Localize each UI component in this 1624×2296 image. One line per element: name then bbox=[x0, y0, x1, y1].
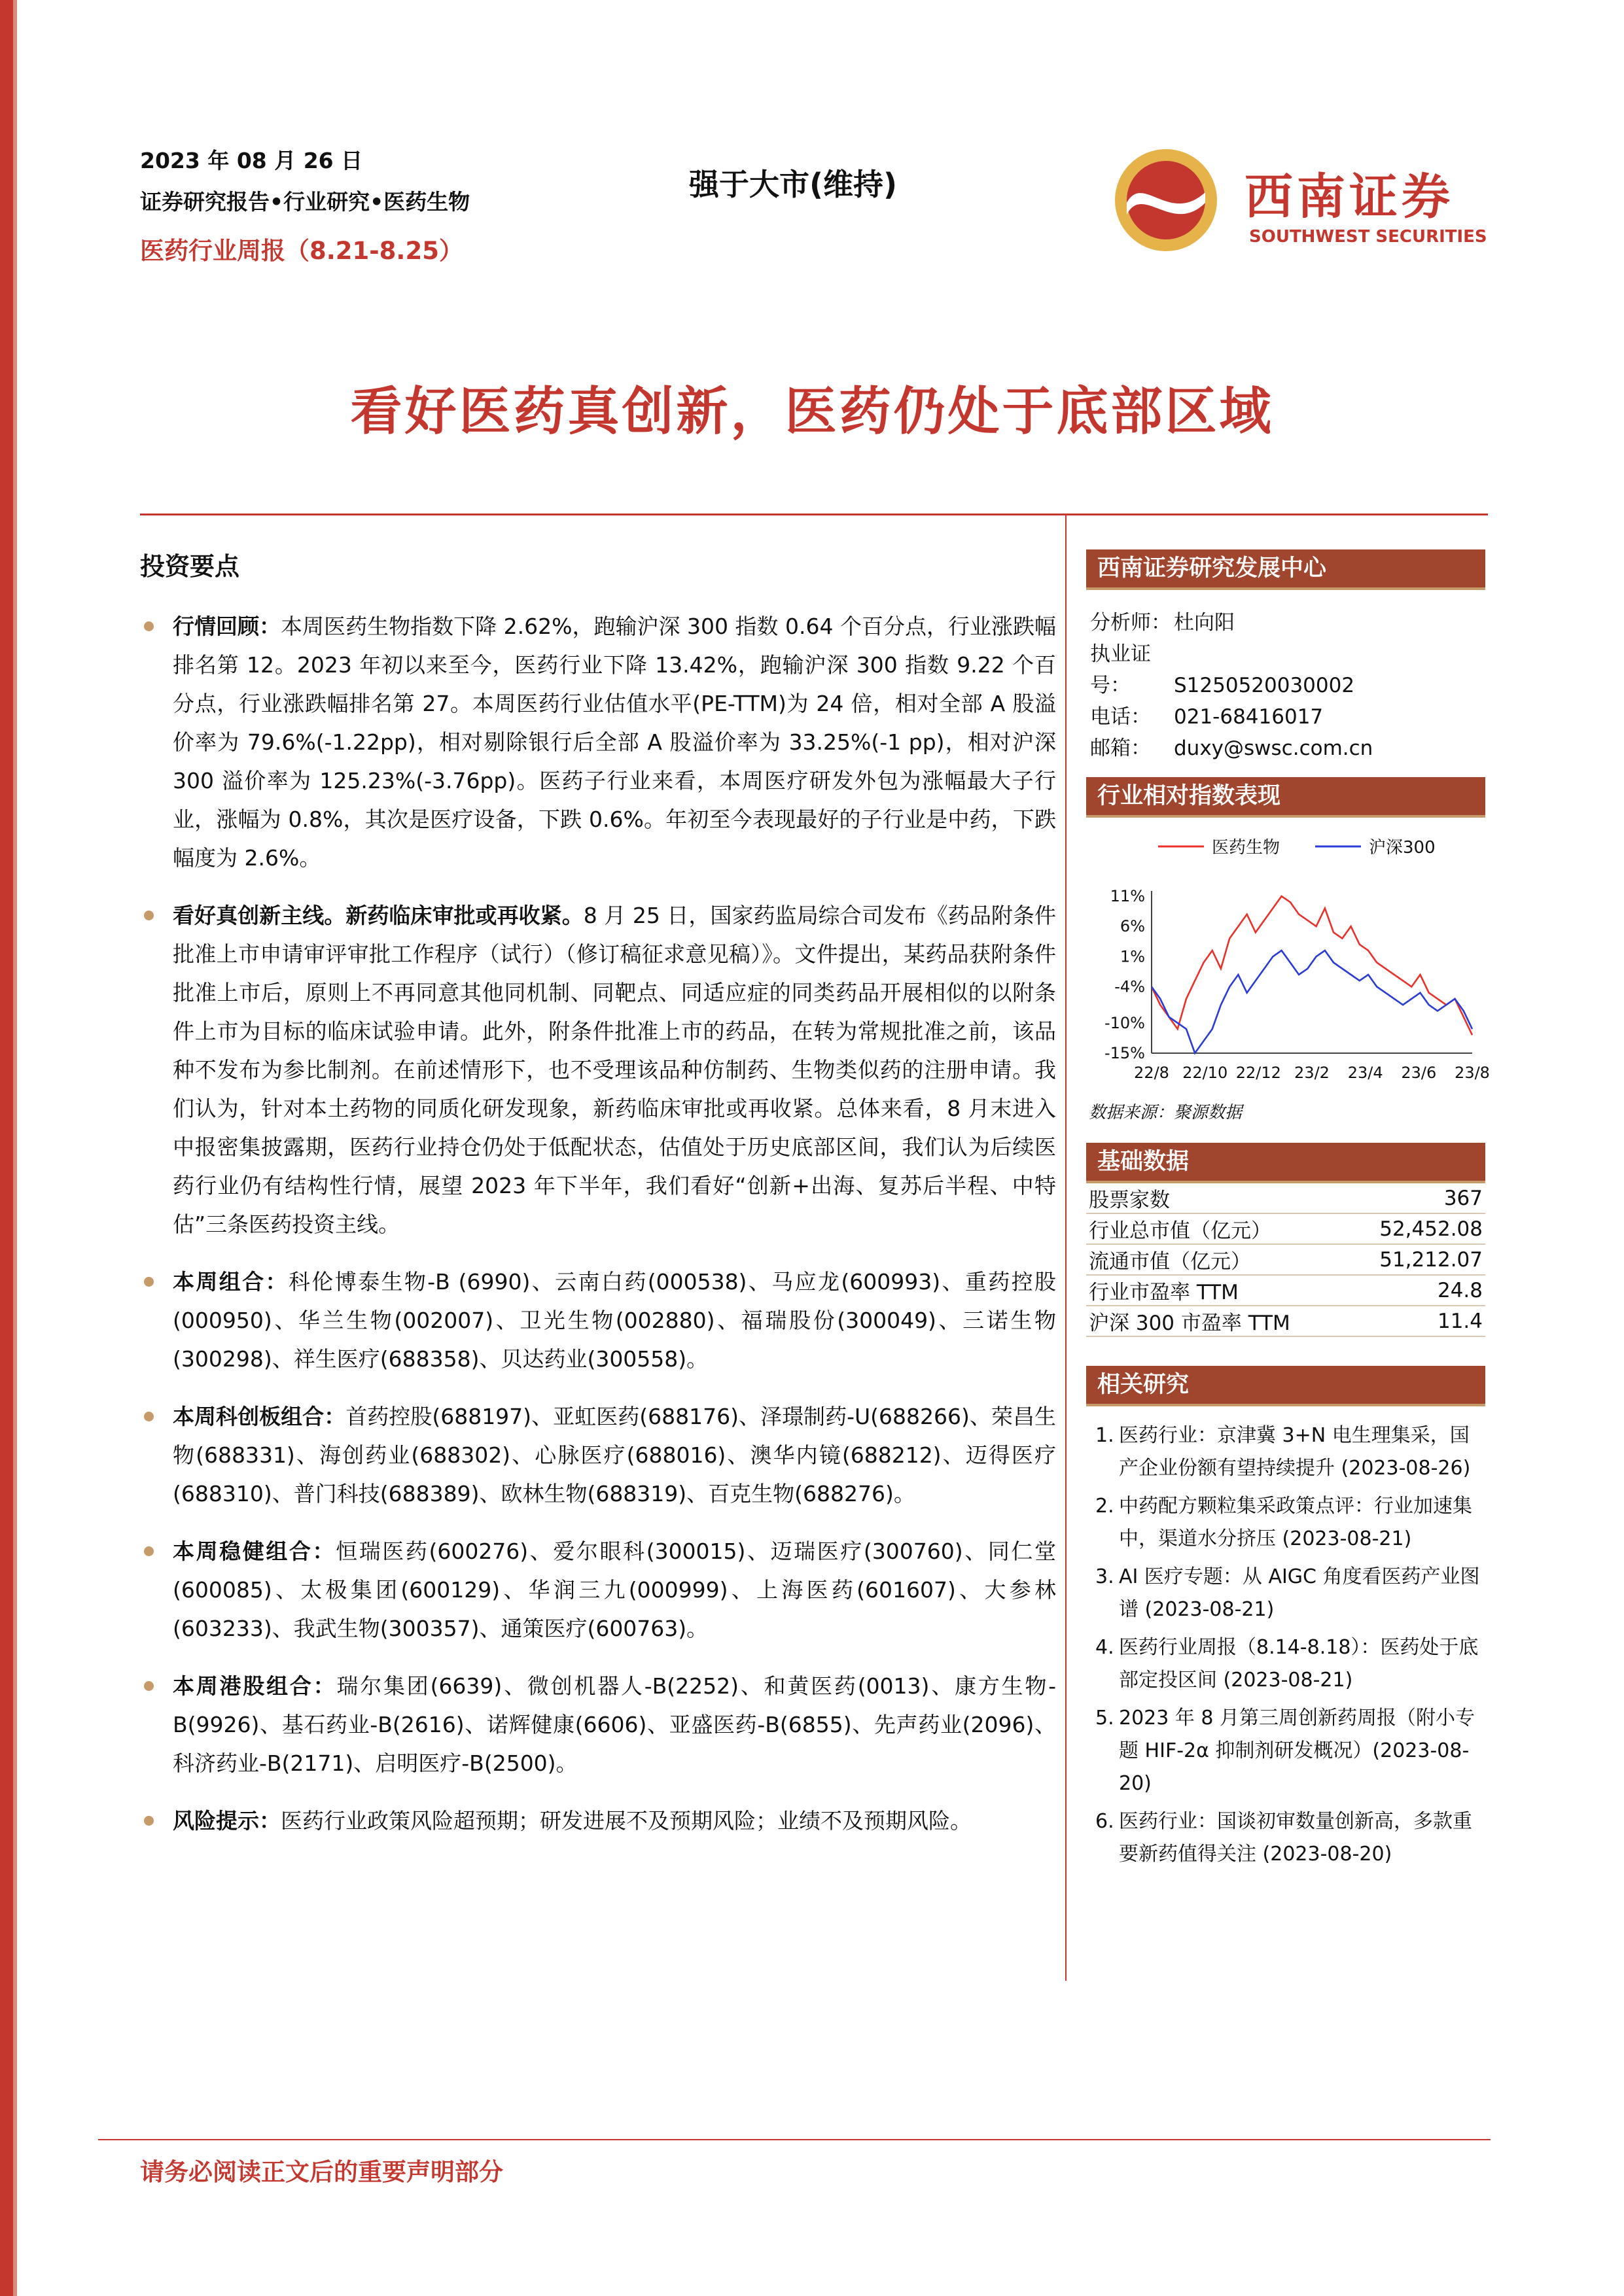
point-steady-portfolio: 本周稳健组合：恒瑞医药(600276)、爱尔眼科(300015)、迈瑞医疗(300760)、同仁堂(600085)、太极集团(600129)、华润三九(000999)、上海医药(601607)、大参林(603233)、我武生物(300357)、通策医疗(600763)。 bbox=[140, 1532, 1056, 1648]
table-row: 沪深 300 市盈率 TTM 11.4 bbox=[1086, 1306, 1485, 1336]
y-tick-label: 1% bbox=[1120, 947, 1145, 966]
logo-emblem-icon bbox=[1107, 147, 1231, 258]
footer-divider bbox=[98, 2139, 1491, 2140]
list-item[interactable]: 4. 医药行业周报（8.14-8.18）：医药处于底部定投区间 (2023-08-21) bbox=[1095, 1636, 1479, 1692]
x-tick-label: 23/2 bbox=[1294, 1064, 1330, 1082]
x-tick-label: 23/4 bbox=[1347, 1064, 1383, 1082]
related-research-list bbox=[1086, 1419, 1485, 1871]
research-center-header: 西南证券研究发展中心 bbox=[1086, 549, 1485, 590]
y-tick-label: -10% bbox=[1104, 1013, 1145, 1032]
left-decorative-bar bbox=[0, 0, 34, 2296]
table-row: 流通市值（亿元） 51,212.07 bbox=[1086, 1244, 1485, 1275]
x-tick-label: 22/10 bbox=[1182, 1064, 1228, 1082]
column-divider bbox=[1065, 515, 1067, 1981]
company-logo bbox=[1107, 147, 1526, 258]
series-line-0 bbox=[1152, 896, 1472, 1035]
report-date: 2023 年 08 月 26 日 bbox=[140, 148, 363, 173]
list-item[interactable]: 5. 2023 年 8 月第三周创新药周报（附小专题 HIF-2α 抑制剂研发概况）(2023-08-20) bbox=[1095, 1707, 1475, 1795]
table-row: 股票家数 367 bbox=[1086, 1183, 1485, 1213]
x-tick-label: 22/12 bbox=[1235, 1064, 1281, 1082]
table-row: 行业总市值（亿元） 52,452.08 bbox=[1086, 1213, 1485, 1244]
list-item[interactable]: 2. 中药配方颗粒集采政策点评：行业加速集中，渠道水分挤压 (2023-08-21) bbox=[1095, 1495, 1472, 1550]
report-series: 医药行业周报（8.21-8.25） bbox=[140, 237, 463, 265]
point-market-review: 行情回顾：本周医药生物指数下降 2.62%，跑输沪深 300 指数 0.64 个百分点，行业涨跌幅排名第 12。2023 年初以来至今，医药行业下降 13.42%，跑输沪深 300 指数 9.22 个百分点，行业涨跌幅排名第 27。本周医药行业估值水平(PE-TTM)为 24 倍，相对全部 A 股溢价率为 79.6%(-1.22pp)，相对剔除银行后全部 A 股溢价率为 33.25%(-1 pp)，相对沪深 300 溢价率为 125.23%(-3.76pp)。医药子行业来看，本周医疗研发外包为涨幅最大子行业，涨幅为 0.8%，其次是医疗设备，下跌 0.6%。年初至今表现最好的子行业是中药，下跌幅度为 2.6%。 bbox=[140, 607, 1056, 877]
logo-text-cn: 西南证券 bbox=[1244, 169, 1454, 225]
analyst-name: 杜向阳 bbox=[1174, 611, 1235, 635]
list-item[interactable]: 3. AI 医疗专题：从 AIGC 角度看医药产业图谱 (2023-08-21) bbox=[1095, 1565, 1480, 1621]
section-heading: 投资要点 bbox=[140, 552, 240, 581]
bullet-icon bbox=[144, 621, 154, 631]
legend-label-0: 医药生物 bbox=[1212, 838, 1280, 858]
table-row: 行业市盈率 TTM 24.8 bbox=[1086, 1275, 1485, 1306]
x-tick-label: 22/8 bbox=[1134, 1064, 1169, 1082]
basic-data-table bbox=[1086, 1183, 1485, 1337]
bullet-icon bbox=[144, 1277, 154, 1287]
basic-data-header: 基础数据 bbox=[1086, 1143, 1485, 1183]
point-weekly-portfolio: 本周组合：科伦博泰生物-B (6990)、云南白药(000538)、马应龙(600993)、重药控股(000950)、华兰生物(002007)、卫光生物(002880)、福瑞股份(300049)、三诺生物(300298)、祥生医疗(688358)、贝达药业(300558)。 bbox=[140, 1262, 1056, 1378]
y-tick-label: 6% bbox=[1120, 917, 1145, 936]
bullet-icon bbox=[144, 1546, 154, 1556]
y-tick-label: 11% bbox=[1110, 887, 1145, 905]
point-hk-portfolio: 本周港股组合：瑞尔集团(6639)、微创机器人-B(2252)、和黄医药(0013)、康方生物-B(9926)、基石药业-B(2616)、诺辉健康(6606)、亚盛医药-B(6855)、先声药业(2096)、科济药业-B(2171)、启明医疗-B(2500)。 bbox=[140, 1667, 1056, 1783]
bullet-icon bbox=[144, 1412, 154, 1421]
y-tick-label: -4% bbox=[1114, 977, 1145, 996]
legend-label-1: 沪深300 bbox=[1369, 838, 1436, 858]
point-innovation: 看好真创新主线。新药临床审批或再收紧。8 月 25 日，国家药监局综合司发布《药品附条件批准上市申请审评审批工作程序（试行）（修订稿征求意见稿）》。文件提出，某药品获附条件批准上市后，原则上不再同意其他同机制、同靶点、同适应症的同类药品开展相似的以附条件上市为目标的临床试验申请。此外，附条件批准上市的药品，在转为常规批准之前，该品种不发布为参比制剂。在前述情形下，也不受理该品种仿制药、生物类似药的注册申请。我们认为，针对本土药物的同质化研发现象，新药临床审批或再收紧。总体来看，8 月末进入中报密集披露期，医药行业持仓仍处于低配状态，估值处于历史底部区间，我们认为后续医药行业仍有结构性行情，展望 2023 年下半年，我们看好“创新+出海、复苏后半程、中特估”三条医药投资主线。 bbox=[140, 896, 1056, 1244]
logo-text-en: SOUTHWEST SECURITIES bbox=[1249, 227, 1487, 247]
sidebar bbox=[1086, 549, 1490, 1876]
analyst-info: 分析师： 杜向阳 执业证号： S1250520030002 电话： 021-68416017 邮箱： duxy@swsc.com.cn bbox=[1090, 611, 1373, 760]
license-number: S1250520030002 bbox=[1174, 674, 1355, 697]
list-item[interactable]: 6. 医药行业：国谈初审数量创新高，多款重要新药值得关注 (2023-08-20) bbox=[1095, 1810, 1472, 1866]
report-category: 证券研究报告•行业研究•医药生物 bbox=[140, 189, 470, 215]
point-star-portfolio: 本周科创板组合：首药控股(688197)、亚虹医药(688176)、泽璟制药-U(688266)、荣昌生物(688331)、海创药业(688302)、心脉医疗(688016)、澳华内镜(688212)、迈得医疗(688310)、普门科技(688389)、欧林生物(688319)、百克生物(688276)。 bbox=[140, 1397, 1056, 1513]
series-line-1 bbox=[1152, 950, 1472, 1053]
title-divider bbox=[140, 513, 1488, 515]
report-title: 看好医药真创新，医药仍处于底部区域 bbox=[350, 381, 1274, 442]
email-link[interactable]: duxy@swsc.com.cn bbox=[1174, 737, 1373, 760]
bullet-icon bbox=[144, 911, 154, 920]
related-research-header: 相关研究 bbox=[1086, 1366, 1485, 1406]
bullet-icon bbox=[144, 1816, 154, 1826]
x-tick-label: 23/6 bbox=[1401, 1064, 1437, 1082]
footer-disclaimer: 请务必阅读正文后的重要声明部分 bbox=[140, 2158, 503, 2186]
bullet-icon bbox=[144, 1681, 154, 1691]
main-column bbox=[140, 546, 1056, 1859]
list-item[interactable]: 1. 医药行业：京津冀 3+N 电生理集采，国产企业份额有望持续提升 (2023-08-26) bbox=[1095, 1424, 1471, 1480]
y-tick-label: -15% bbox=[1104, 1044, 1145, 1062]
x-tick-label: 23/8 bbox=[1455, 1064, 1490, 1082]
phone: 021-68416017 bbox=[1174, 705, 1324, 729]
point-risk: 风险提示：医药行业政策风险超预期；研发进展不及预期风险；业绩不及预期风险。 bbox=[140, 1801, 1056, 1840]
rating: 强于大市(维持) bbox=[689, 167, 898, 202]
relative-index-chart bbox=[1086, 818, 1490, 1092]
data-source: 数据来源：聚源数据 bbox=[1089, 1103, 1243, 1122]
index-performance-header: 行业相对指数表现 bbox=[1086, 777, 1485, 818]
